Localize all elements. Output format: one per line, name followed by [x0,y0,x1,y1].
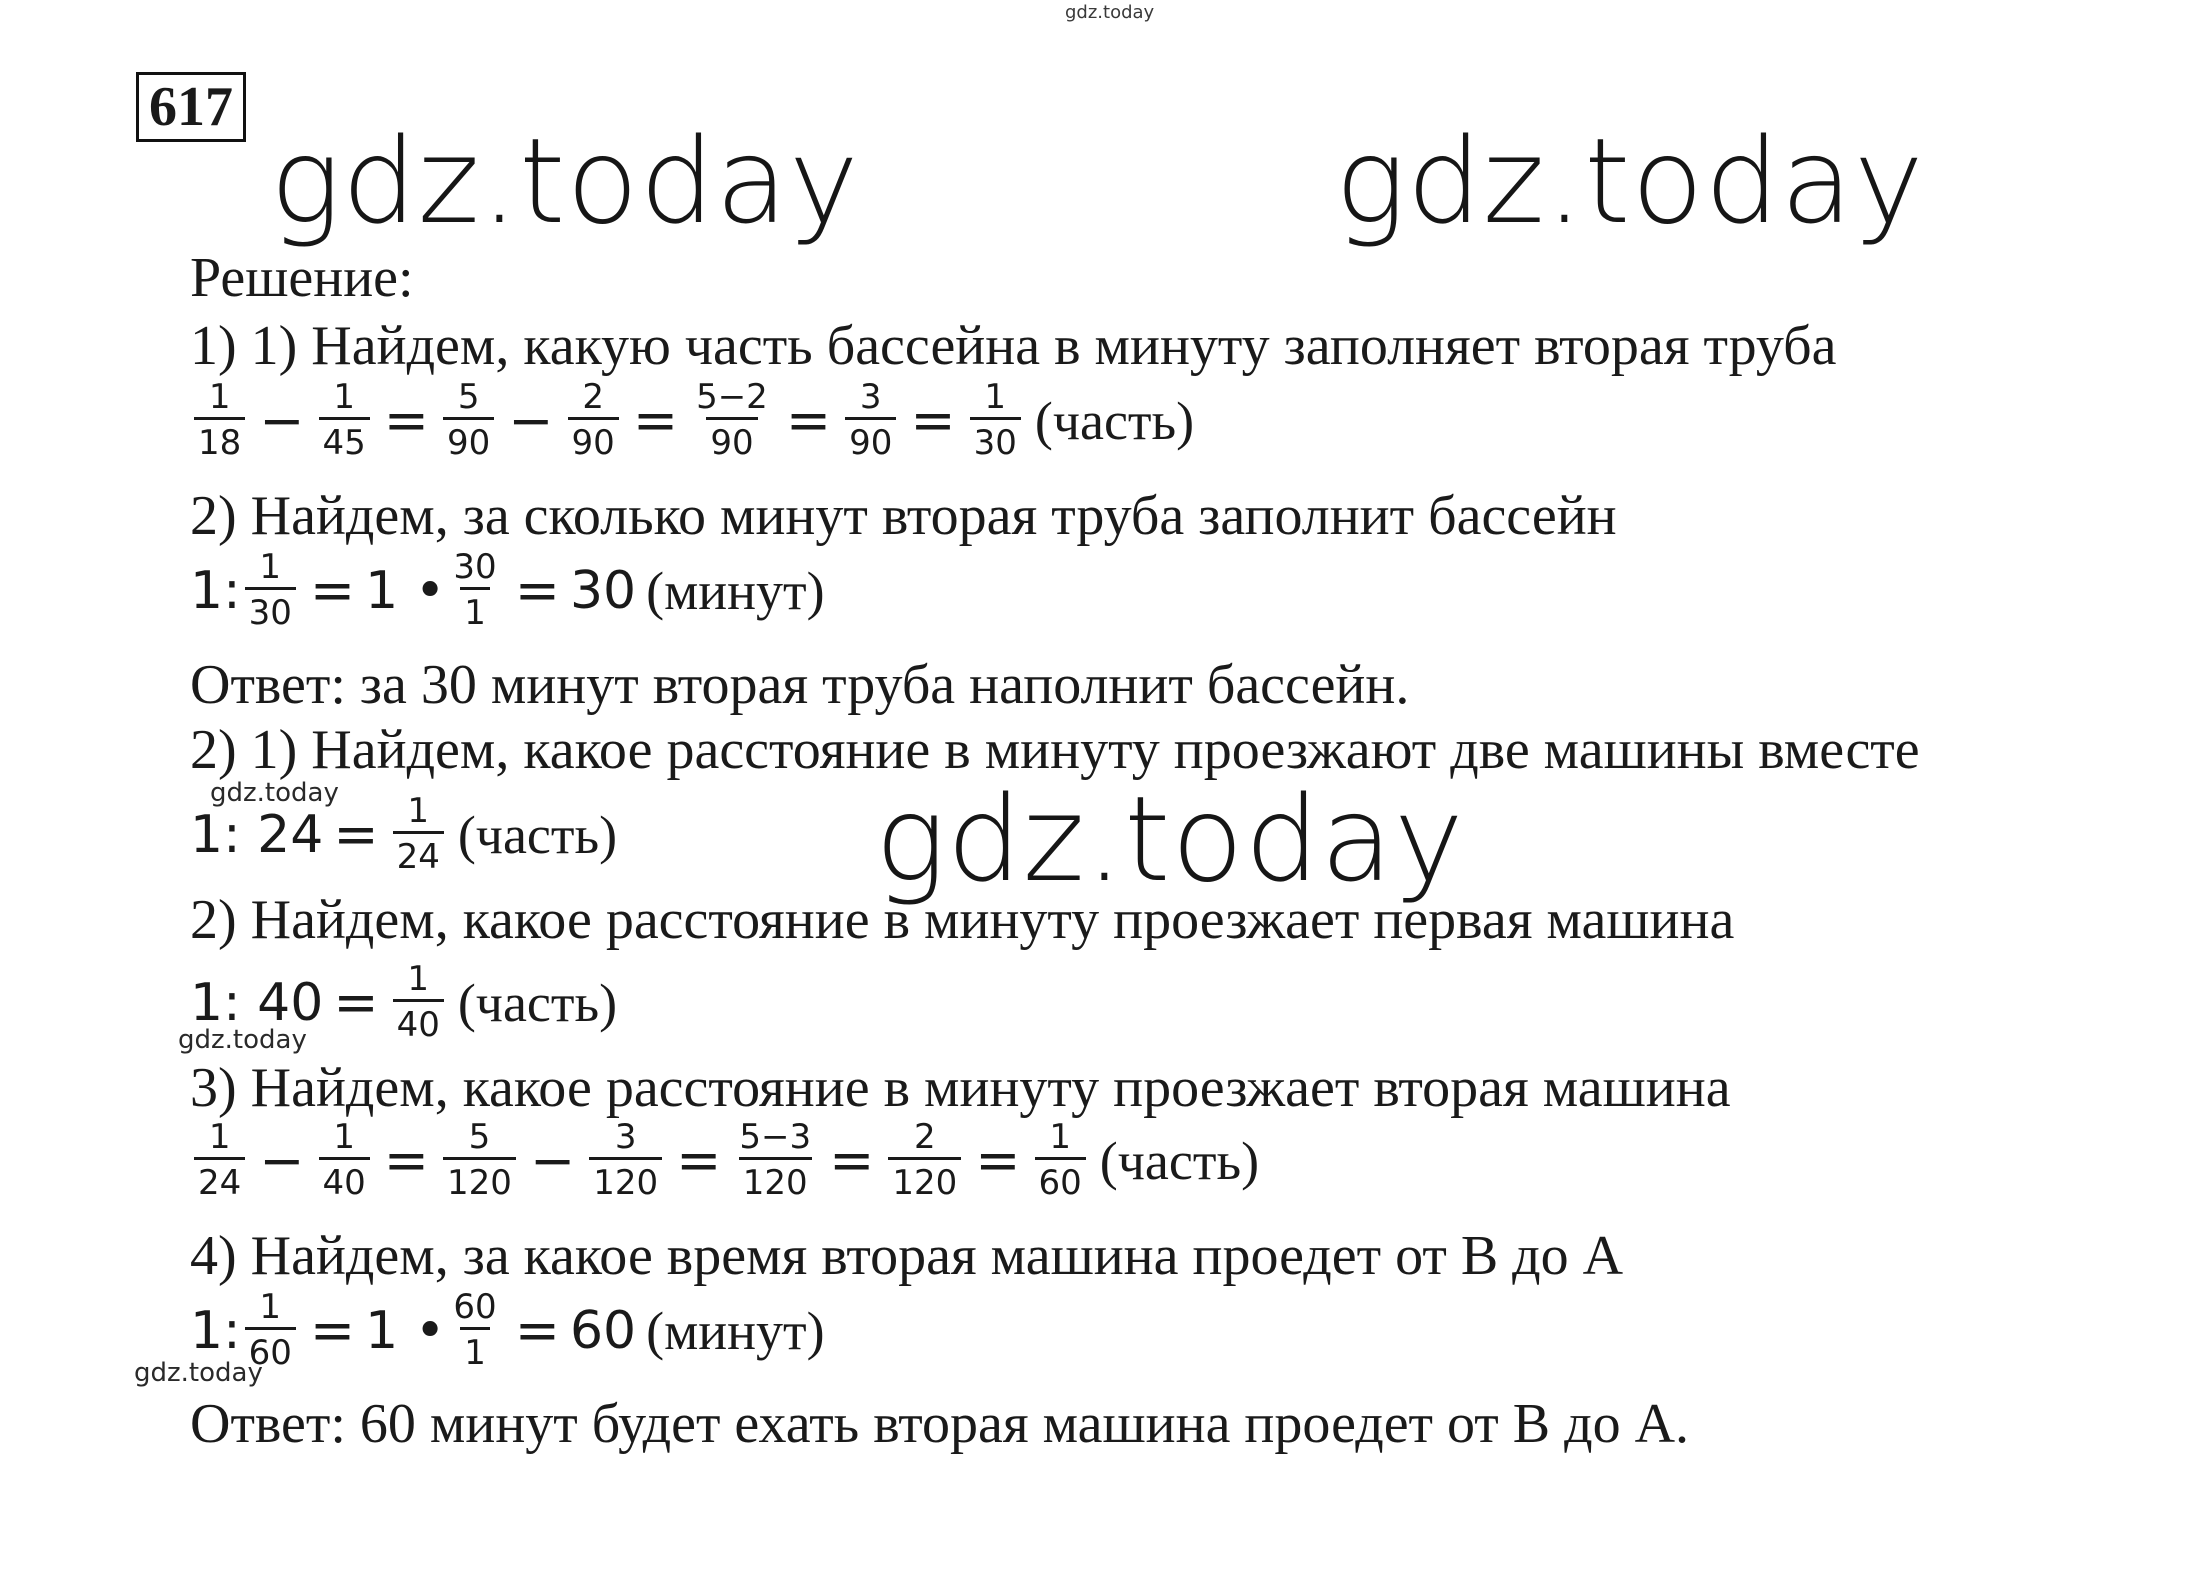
part1-step1-text: 1) 1) Найдем, какую часть бассейна в минуту заполняет вторая труба [190,315,1837,377]
part2-step1-text: 2) 1) Найдем, какое расстояние в минуту проезжают две машины вместе [190,719,1920,781]
watermark-large: gdz.today [875,770,1465,908]
fraction: $\frac{5}{90}$ [443,378,494,463]
watermark-top: gdz.today [1065,2,1155,23]
fraction: $\frac{3}{90}$ [845,378,896,463]
watermark-small: gdz.today [134,1358,263,1388]
watermark-small: gdz.today [210,778,339,808]
part1-answer: Ответ: за 30 минут вторая труба наполнит бассейн. [190,654,1410,716]
fraction: $\frac{5-2}{90}$ [696,377,768,464]
watermark-large: gdz.today [1335,112,1925,250]
fraction: $\frac{30}{1}$ [453,547,497,634]
part1-equation1: $\frac{1}{18}$ − $\frac{1}{45}$ = $\frac{5}{90}$ − $\frac{2}{90}$ = $\frac{5-2}{90}$ = $\frac{3}{90}$ = $\frac{1}{30}$ (часть) [190,378,1194,463]
fraction: $\frac{60}{1}$ [453,1287,497,1374]
solution-label: Решение: [190,247,414,309]
fraction: $\frac{1}{40}$ [319,1118,370,1203]
fraction: $\frac{1}{40}$ [393,960,444,1045]
fraction: $\frac{2}{120}$ [888,1118,961,1203]
fraction: $\frac{1}{60}$ [245,1288,296,1373]
part2-equation3: $\frac{1}{24}$ − $\frac{1}{40}$ = $\frac{5}{120}$ − $\frac{3}{120}$ = $\frac{5-3}{120}$ = $\frac{2}{120}$ = $\frac{1}{60}$ (часть) [190,1118,1259,1203]
problem-number: 617 [136,72,246,142]
fraction: $\frac{1}{60}$ [1035,1118,1086,1203]
fraction: $\frac{5-3}{120}$ [739,1117,812,1204]
part2-equation1: 1: 24 = $\frac{1}{24}$ (часть) [190,791,618,878]
fraction: $\frac{1}{18}$ [194,378,245,463]
fraction: $\frac{5}{120}$ [443,1118,516,1203]
watermark-large: gdz.today [270,112,860,250]
fraction: $\frac{2}{90}$ [568,378,619,463]
part2-step4-text: 4) Найдем, за какое время вторая машина проедет от В до А [190,1225,1624,1287]
part2-answer: Ответ: 60 минут будет ехать вторая машина проедет от В до А. [190,1393,1690,1455]
fraction: $\frac{1}{30}$ [970,378,1021,463]
part1-step2-text: 2) Найдем, за сколько минут вторая труба заполнит бассейн [190,485,1617,547]
watermark-small: gdz.today [178,1025,307,1055]
fraction: $\frac{1}{24}$ [393,792,444,877]
part2-equation4: 1: $\frac{1}{60}$ = 1 • $\frac{60}{1}$ = 60 (минут) [190,1287,825,1374]
part2-equation2: 1: 40 = $\frac{1}{40}$ (часть) [190,959,618,1046]
fraction: $\frac{1}{45}$ [319,378,370,463]
fraction: $\frac{1}{24}$ [194,1118,245,1203]
fraction: $\frac{1}{30}$ [245,548,296,633]
part2-step3-text: 3) Найдем, какое расстояние в минуту проезжает вторая машина [190,1057,1731,1119]
fraction: $\frac{3}{120}$ [589,1118,662,1203]
part2-step2-text: 2) Найдем, какое расстояние в минуту проезжает первая машина [190,889,1735,951]
part1-equation2: 1: $\frac{1}{30}$ = 1 • $\frac{30}{1}$ = 30 (минут) [190,547,825,634]
